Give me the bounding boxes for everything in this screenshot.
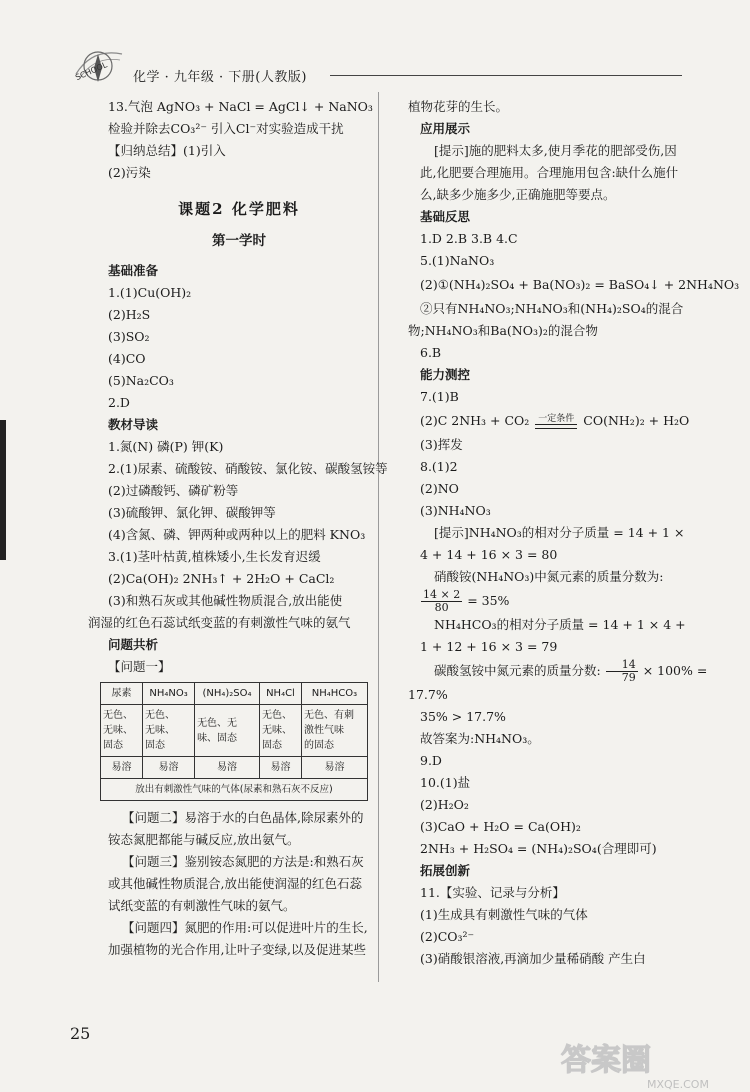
answer-line: 植物花芽的生长。 bbox=[408, 99, 509, 114]
fraction-result: × 100% = bbox=[642, 663, 708, 678]
header-title: 化学 · 九年级 · 下册(人教版) bbox=[133, 70, 307, 85]
answer-line: 2.D bbox=[108, 395, 130, 410]
answer-line: (3)NH₄NO₃ bbox=[420, 503, 491, 518]
fraction-denominator: 80 bbox=[434, 601, 449, 614]
answer-line: 1.氮(N) 磷(P) 钾(K) bbox=[108, 439, 224, 454]
equation-line bbox=[420, 408, 692, 434]
table-header-cell: NH₄Cl bbox=[259, 683, 301, 705]
table-cell: 易溶 bbox=[101, 757, 143, 779]
answer-line: (3)CaO + H₂O = Ca(OH)₂ bbox=[420, 819, 581, 834]
fertilizer-table bbox=[100, 682, 368, 801]
fraction-numerator: 14 bbox=[606, 659, 638, 672]
fraction bbox=[606, 659, 638, 684]
answer-line: 8.(1)2 bbox=[420, 459, 458, 474]
answer-line: 1.D 2.B 3.B 4.C bbox=[420, 231, 518, 246]
answer-line: (1)生成具有刺激性气味的气体 bbox=[420, 907, 588, 922]
fraction bbox=[421, 589, 462, 614]
table-note-cell: 放出有刺激性气味的气体(尿素和熟石灰不反应) bbox=[101, 779, 368, 801]
svg-text:答案圈: 答案圈 bbox=[561, 1043, 651, 1078]
table-header-cell: NH₄HCO₃ bbox=[301, 683, 367, 705]
page-number: 25 bbox=[70, 1024, 91, 1043]
answer-line: (2)CO₃²⁻ bbox=[420, 929, 475, 944]
answer-line: (2)①(NH₄)₂SO₄ + Ba(NO₃)₂ = BaSO₄↓ + 2NH₄NO₃ bbox=[420, 277, 740, 292]
table-cell: 易溶 bbox=[259, 757, 301, 779]
fertilizer-table-wrap bbox=[100, 682, 368, 801]
equation-right: CO(NH₂)₂ + H₂O bbox=[583, 413, 690, 428]
answer-line: (3)挥发 bbox=[420, 437, 463, 452]
table-row bbox=[101, 705, 368, 757]
fraction-line bbox=[420, 658, 708, 684]
apply-text: [提示]施的肥料太多,使月季花的肥部受伤,因此,化肥要合理施用。合理施用包含:缺什么施什么,缺多少施多少,正确施肥等要点。 bbox=[420, 143, 679, 202]
answer-line: (2)Ca(OH)₂ 2NH₃↑ + 2H₂O + CaCl₂ bbox=[108, 571, 335, 586]
subsection-title: 第一学时 bbox=[212, 233, 266, 249]
table-cell: 无色、 无味、 固态 bbox=[143, 705, 195, 757]
answer-line: (4)CO bbox=[108, 351, 146, 366]
answer-line: 2NH₃ + H₂SO₄ = (NH₄)₂SO₄(合理即可) bbox=[420, 841, 657, 856]
fraction-result: = 35% bbox=[467, 593, 510, 608]
answer-line: 13.气泡 AgNO₃ + NaCl = AgCl↓ + NaNO₃ bbox=[108, 99, 373, 114]
issue4-text: 【问题四】氮肥的作用:可以促进叶片的生长,加强植物的光合作用,让叶子变绿,以及促进某些 bbox=[108, 920, 368, 957]
answer-line: 故答案为:NH₄NO₃。 bbox=[420, 731, 540, 746]
answer-line: 6.B bbox=[420, 345, 442, 360]
page-edge-shadow bbox=[0, 420, 6, 560]
answer-line: (2)污染 bbox=[108, 165, 151, 180]
answer-line: (3)和熟石灰或其他碱性物质混合,放出能使 bbox=[108, 593, 343, 608]
fraction-numerator: 14 × 2 bbox=[423, 588, 461, 601]
answer-line: (5)Na₂CO₃ bbox=[108, 373, 174, 388]
table-row bbox=[101, 757, 368, 779]
hint-text: 硝酸铵(NH₄NO₃)中氮元素的质量分数为: bbox=[434, 569, 664, 584]
table-header-cell: (NH₄)₂SO₄ bbox=[195, 683, 260, 705]
reaction-condition bbox=[535, 414, 577, 429]
heading-prep: 基础准备 bbox=[108, 263, 159, 278]
answer-line: (3)SO₂ bbox=[108, 329, 150, 344]
table-cell: 无色、无 味、固态 bbox=[195, 705, 260, 757]
answer-line: 10.(1)盐 bbox=[420, 775, 471, 790]
answer-line: 9.D bbox=[420, 753, 442, 768]
answer-line: 2.(1)尿素、硫酸铵、硝酸铵、氯化铵、碳酸氢铵等 bbox=[108, 461, 388, 476]
hint-text: 碳酸氢铵中氮元素的质量分数: bbox=[434, 663, 601, 678]
answer-line: 35% > 17.7% bbox=[420, 709, 506, 724]
answer-line: (2)过磷酸钙、磷矿粉等 bbox=[108, 483, 239, 498]
heading-guide: 教材导读 bbox=[108, 417, 159, 432]
answer-line: 11.【实验、记录与分析】 bbox=[420, 885, 565, 900]
equation-left: (2)C 2NH₃ + CO₂ bbox=[420, 413, 530, 428]
answer-line: (2)H₂S bbox=[108, 307, 151, 322]
answer-line: (4)含氮、磷、钾两种或两种以上的肥料 KNO₃ bbox=[108, 527, 366, 542]
hint-text: [提示]NH₄NO₃的相对分子质量 = 14 + 1 × 4 + 14 + 16 × 3 = 80 bbox=[420, 525, 685, 562]
answer-line: 3.(1)茎叶枯黄,植株矮小,生长发育迟缓 bbox=[108, 549, 321, 564]
table-cell: 无色、 无味、 固态 bbox=[101, 705, 143, 757]
table-cell: 易溶 bbox=[301, 757, 367, 779]
answer-line: 检验并除去CO₃²⁻ 引入Cl⁻对实验造成干扰 bbox=[108, 121, 344, 136]
table-cell: 易溶 bbox=[195, 757, 260, 779]
equals-bar bbox=[535, 425, 577, 429]
left-column bbox=[88, 96, 388, 961]
heading-issue: 问题共析 bbox=[108, 637, 159, 652]
right-column bbox=[408, 96, 740, 970]
table-header-cell: NH₄NO₃ bbox=[143, 683, 195, 705]
heading-reflect: 基础反思 bbox=[420, 209, 471, 224]
table-header-cell: 尿素 bbox=[101, 683, 143, 705]
column-divider bbox=[378, 92, 379, 982]
table-row bbox=[101, 683, 368, 705]
answer-line: 17.7% bbox=[408, 687, 448, 702]
svg-text:SCHOOL: SCHOOL bbox=[74, 60, 109, 83]
watermark-logo-icon bbox=[555, 1038, 745, 1092]
answer-line: (2)H₂O₂ bbox=[420, 797, 469, 812]
condition-text: 一定条件 bbox=[535, 414, 577, 425]
fraction-line bbox=[420, 588, 692, 614]
answer-line: ②只有NH₄NO₃;NH₄NO₃和(NH₄)₂SO₄的混合物;NH₄NO₃和Ba(NO₃)₂的混合物 bbox=[408, 301, 684, 338]
answer-line: 润湿的红色石蕊试纸变蓝的有刺激性气味的氨气 bbox=[88, 615, 351, 630]
answer-line: (3)硝酸银溶液,再滴加少量稀硝酸 产生白 bbox=[420, 951, 646, 966]
table-row bbox=[101, 779, 368, 801]
heading-ability: 能力测控 bbox=[420, 367, 471, 382]
table-cell: 易溶 bbox=[143, 757, 195, 779]
section-title: 课题2 化学肥料 bbox=[178, 200, 300, 218]
fraction-denominator: 79 bbox=[621, 671, 636, 684]
heading-expand: 拓展创新 bbox=[420, 863, 471, 878]
issue3-text: 【问题三】鉴别铵态氮肥的方法是:和熟石灰或其他碱性物质混合,放出能使润湿的红色石蕊试纸变蓝的有刺激性气味的氨气。 bbox=[108, 854, 364, 913]
answer-line: 7.(1)B bbox=[420, 389, 459, 404]
table-cell: 无色、有刺 激性气味 的固态 bbox=[301, 705, 367, 757]
answer-line: 1.(1)Cu(OH)₂ bbox=[108, 285, 192, 300]
heading-apply: 应用展示 bbox=[420, 121, 471, 136]
svg-text:MXQE.COM: MXQE.COM bbox=[647, 1078, 709, 1091]
issue1-label: 【问题一】 bbox=[108, 659, 171, 674]
header-rule bbox=[330, 75, 682, 76]
issue2-text: 【问题二】易溶于水的白色晶体,除尿素外的铵态氮肥都能与碱反应,放出氨气。 bbox=[108, 810, 364, 847]
answer-line: (2)NO bbox=[420, 481, 459, 496]
answer-line: (3)硫酸钾、氯化钾、碳酸钾等 bbox=[108, 505, 276, 520]
answer-line: 5.(1)NaNO₃ bbox=[420, 253, 495, 268]
school-logo-icon bbox=[70, 44, 128, 90]
answer-line: 【归纳总结】(1)引入 bbox=[108, 143, 226, 158]
table-cell: 无色、 无味、 固态 bbox=[259, 705, 301, 757]
hint-text: NH₄HCO₃的相对分子质量 = 14 + 1 × 4 + 1 + 12 + 16 × 3 = 79 bbox=[420, 617, 686, 654]
